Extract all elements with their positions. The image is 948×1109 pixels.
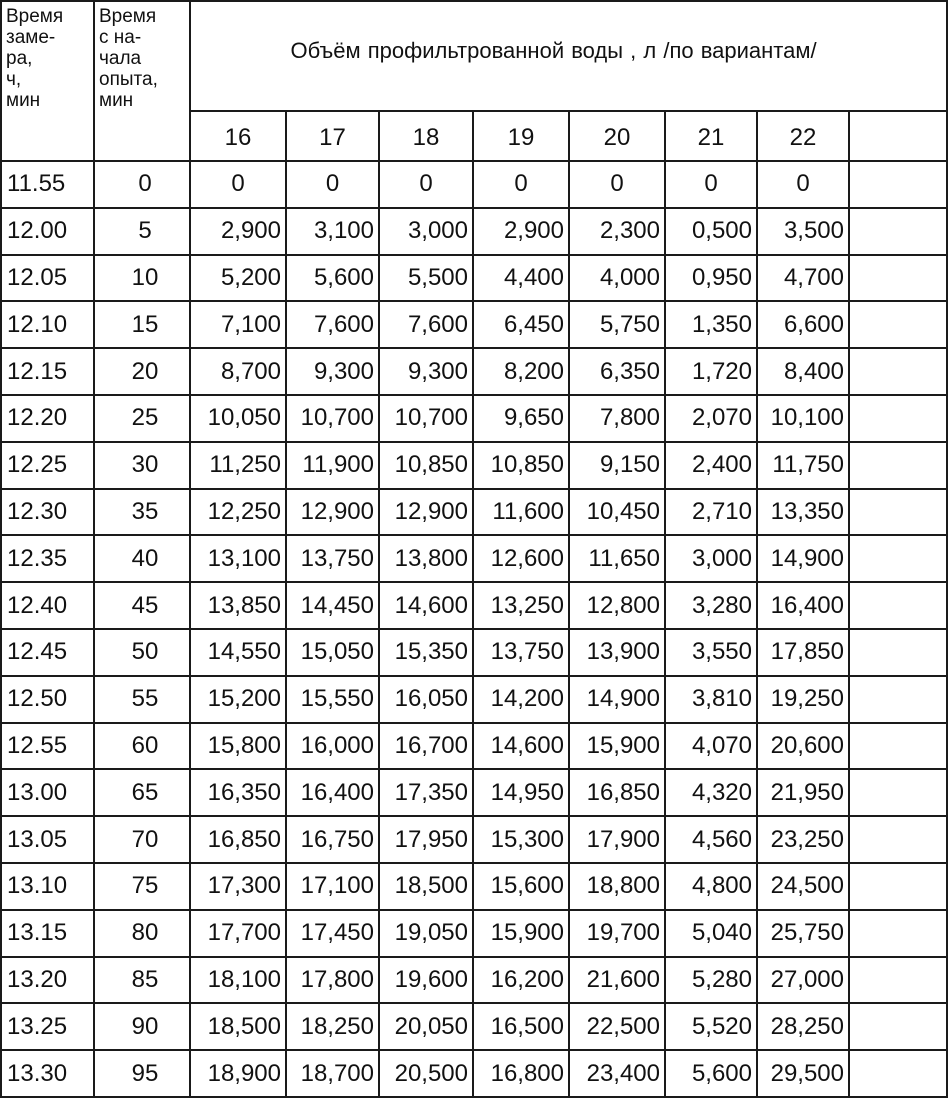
volume-cell: 23,250 <box>757 816 849 863</box>
elapsed-time-cell: 80 <box>94 910 190 957</box>
empty-cell <box>849 161 947 208</box>
volume-cell: 15,200 <box>190 676 286 723</box>
volume-cell: 16,850 <box>569 769 665 816</box>
table-row <box>1 255 947 302</box>
volume-cell: 5,750 <box>569 301 665 348</box>
measurement-time-cell: 11.55 <box>1 161 94 208</box>
empty-header-cell <box>849 111 947 161</box>
table-row <box>1 629 947 676</box>
variant-header: 16 <box>190 111 286 161</box>
elapsed-time-cell: 20 <box>94 348 190 395</box>
volume-cell: 2,900 <box>190 208 286 255</box>
volume-cell: 16,800 <box>473 1050 569 1097</box>
volume-cell: 15,800 <box>190 723 286 770</box>
elapsed-time-cell: 70 <box>94 816 190 863</box>
elapsed-time-cell: 60 <box>94 723 190 770</box>
table-row <box>1 535 947 582</box>
volume-cell: 14,200 <box>473 676 569 723</box>
volume-cell: 1,720 <box>665 348 757 395</box>
volume-cell: 0,950 <box>665 255 757 302</box>
volume-cell: 20,050 <box>379 1003 473 1050</box>
volume-cell: 17,950 <box>379 816 473 863</box>
volume-cell: 15,900 <box>473 910 569 957</box>
volume-cell: 14,900 <box>757 535 849 582</box>
volume-cell: 10,850 <box>379 442 473 489</box>
volume-cell: 4,400 <box>473 255 569 302</box>
measurement-time-cell: 13.25 <box>1 1003 94 1050</box>
volume-cell: 16,350 <box>190 769 286 816</box>
volume-cell: 17,300 <box>190 863 286 910</box>
measurement-time-cell: 13.05 <box>1 816 94 863</box>
volume-cell: 23,400 <box>569 1050 665 1097</box>
table-row <box>1 395 947 442</box>
volume-cell: 2,070 <box>665 395 757 442</box>
empty-cell <box>849 629 947 676</box>
measurement-time-cell: 12.30 <box>1 489 94 536</box>
volume-cell: 15,900 <box>569 723 665 770</box>
volume-cell: 5,040 <box>665 910 757 957</box>
volume-cell: 12,600 <box>473 535 569 582</box>
volume-cell: 0 <box>190 161 286 208</box>
volume-cell: 15,050 <box>286 629 379 676</box>
empty-cell <box>849 1050 947 1097</box>
table-row <box>1 1003 947 1050</box>
volume-cell: 29,500 <box>757 1050 849 1097</box>
variant-header: 17 <box>286 111 379 161</box>
volume-cell: 4,000 <box>569 255 665 302</box>
volume-cell: 4,700 <box>757 255 849 302</box>
table-row <box>1 161 947 208</box>
volume-cell: 8,700 <box>190 348 286 395</box>
volume-cell: 9,300 <box>286 348 379 395</box>
measurement-time-cell: 12.45 <box>1 629 94 676</box>
table-row <box>1 442 947 489</box>
volume-cell: 13,900 <box>569 629 665 676</box>
volume-cell: 4,560 <box>665 816 757 863</box>
volume-cell: 0 <box>473 161 569 208</box>
volume-cell: 3,280 <box>665 582 757 629</box>
volume-cell: 20,500 <box>379 1050 473 1097</box>
volume-cell: 21,950 <box>757 769 849 816</box>
volume-cell: 13,250 <box>473 582 569 629</box>
table-row <box>1 910 947 957</box>
volume-cell: 9,150 <box>569 442 665 489</box>
volume-cell: 0 <box>665 161 757 208</box>
elapsed-time-cell: 85 <box>94 957 190 1004</box>
volume-cell: 15,350 <box>379 629 473 676</box>
volume-cell: 4,800 <box>665 863 757 910</box>
elapsed-time-cell: 0 <box>94 161 190 208</box>
empty-cell <box>849 301 947 348</box>
volume-cell: 7,600 <box>286 301 379 348</box>
volume-cell: 6,600 <box>757 301 849 348</box>
table-row <box>1 816 947 863</box>
volume-cell: 7,800 <box>569 395 665 442</box>
volume-cell: 10,450 <box>569 489 665 536</box>
volume-cell: 14,900 <box>569 676 665 723</box>
volume-cell: 17,700 <box>190 910 286 957</box>
measurement-time-cell: 12.15 <box>1 348 94 395</box>
variant-header: 22 <box>757 111 849 161</box>
volume-cell: 21,600 <box>569 957 665 1004</box>
volume-cell: 2,300 <box>569 208 665 255</box>
volume-cell: 18,700 <box>286 1050 379 1097</box>
volume-cell: 2,710 <box>665 489 757 536</box>
volume-cell: 4,070 <box>665 723 757 770</box>
empty-cell <box>849 676 947 723</box>
elapsed-time-cell: 10 <box>94 255 190 302</box>
volume-cell: 20,600 <box>757 723 849 770</box>
volume-cell: 18,500 <box>190 1003 286 1050</box>
volume-cell: 0 <box>286 161 379 208</box>
volume-cell: 0 <box>569 161 665 208</box>
empty-cell <box>849 769 947 816</box>
measurement-time-cell: 12.40 <box>1 582 94 629</box>
volume-cell: 18,800 <box>569 863 665 910</box>
measurement-time-cell: 12.25 <box>1 442 94 489</box>
elapsed-time-cell: 30 <box>94 442 190 489</box>
volume-cell: 13,850 <box>190 582 286 629</box>
table-row <box>1 957 947 1004</box>
volume-cell: 18,900 <box>190 1050 286 1097</box>
measurement-time-cell: 12.00 <box>1 208 94 255</box>
elapsed-time-cell: 65 <box>94 769 190 816</box>
volume-cell: 14,450 <box>286 582 379 629</box>
elapsed-time-cell: 5 <box>94 208 190 255</box>
elapsed-time-cell: 75 <box>94 863 190 910</box>
volume-cell: 13,750 <box>473 629 569 676</box>
table-row <box>1 489 947 536</box>
elapsed-time-cell: 50 <box>94 629 190 676</box>
volume-cell: 17,100 <box>286 863 379 910</box>
volume-cell: 16,500 <box>473 1003 569 1050</box>
variant-header: 18 <box>379 111 473 161</box>
header-elapsed-time: Время с на- чала опыта, мин <box>94 1 190 161</box>
table-body <box>1 161 947 1097</box>
variant-header: 20 <box>569 111 665 161</box>
empty-cell <box>849 395 947 442</box>
volume-cell: 2,400 <box>665 442 757 489</box>
empty-cell <box>849 723 947 770</box>
volume-cell: 14,550 <box>190 629 286 676</box>
empty-cell <box>849 208 947 255</box>
volume-cell: 4,320 <box>665 769 757 816</box>
volume-cell: 27,000 <box>757 957 849 1004</box>
volume-cell: 14,600 <box>473 723 569 770</box>
volume-cell: 9,300 <box>379 348 473 395</box>
variant-header: 21 <box>665 111 757 161</box>
volume-cell: 16,750 <box>286 816 379 863</box>
empty-cell <box>849 582 947 629</box>
volume-cell: 0 <box>757 161 849 208</box>
empty-cell <box>849 348 947 395</box>
elapsed-time-cell: 95 <box>94 1050 190 1097</box>
table-row <box>1 582 947 629</box>
measurement-time-cell: 13.10 <box>1 863 94 910</box>
volume-cell: 16,200 <box>473 957 569 1004</box>
volume-cell: 3,100 <box>286 208 379 255</box>
volume-cell: 16,000 <box>286 723 379 770</box>
volume-cell: 11,650 <box>569 535 665 582</box>
empty-cell <box>849 442 947 489</box>
volume-cell: 24,500 <box>757 863 849 910</box>
volume-cell: 7,100 <box>190 301 286 348</box>
volume-cell: 3,810 <box>665 676 757 723</box>
table-row <box>1 676 947 723</box>
empty-cell <box>849 816 947 863</box>
table-row <box>1 301 947 348</box>
volume-cell: 10,700 <box>286 395 379 442</box>
volume-cell: 17,800 <box>286 957 379 1004</box>
volume-cell: 6,450 <box>473 301 569 348</box>
volume-cell: 14,600 <box>379 582 473 629</box>
measurement-time-cell: 13.15 <box>1 910 94 957</box>
header-row <box>1 1 947 111</box>
volume-cell: 12,900 <box>286 489 379 536</box>
volume-cell: 0,500 <box>665 208 757 255</box>
volume-cell: 1,350 <box>665 301 757 348</box>
volume-cell: 3,000 <box>665 535 757 582</box>
measurement-time-cell: 12.55 <box>1 723 94 770</box>
volume-cell: 17,900 <box>569 816 665 863</box>
empty-cell <box>849 1003 947 1050</box>
volume-cell: 19,050 <box>379 910 473 957</box>
volume-cell: 14,950 <box>473 769 569 816</box>
volume-cell: 8,200 <box>473 348 569 395</box>
volume-cell: 19,700 <box>569 910 665 957</box>
volume-cell: 10,700 <box>379 395 473 442</box>
volume-cell: 10,100 <box>757 395 849 442</box>
empty-cell <box>849 863 947 910</box>
volume-cell: 0 <box>379 161 473 208</box>
volume-cell: 9,650 <box>473 395 569 442</box>
volume-cell: 12,250 <box>190 489 286 536</box>
volume-cell: 10,850 <box>473 442 569 489</box>
measurement-time-cell: 12.20 <box>1 395 94 442</box>
volume-cell: 12,800 <box>569 582 665 629</box>
volume-cell: 5,520 <box>665 1003 757 1050</box>
volume-cell: 16,850 <box>190 816 286 863</box>
volume-cell: 28,250 <box>757 1003 849 1050</box>
volume-cell: 13,750 <box>286 535 379 582</box>
volume-cell: 2,900 <box>473 208 569 255</box>
volume-cell: 16,050 <box>379 676 473 723</box>
volume-cell: 5,600 <box>286 255 379 302</box>
volume-cell: 8,400 <box>757 348 849 395</box>
volume-cell: 16,400 <box>757 582 849 629</box>
volume-cell: 3,550 <box>665 629 757 676</box>
volume-cell: 15,300 <box>473 816 569 863</box>
volume-cell: 7,600 <box>379 301 473 348</box>
volume-cell: 25,750 <box>757 910 849 957</box>
volume-cell: 3,000 <box>379 208 473 255</box>
measurement-time-cell: 13.20 <box>1 957 94 1004</box>
measurement-time-cell: 12.10 <box>1 301 94 348</box>
empty-cell <box>849 535 947 582</box>
elapsed-time-cell: 90 <box>94 1003 190 1050</box>
empty-cell <box>849 910 947 957</box>
volume-cell: 18,500 <box>379 863 473 910</box>
volume-cell: 13,100 <box>190 535 286 582</box>
volume-cell: 17,450 <box>286 910 379 957</box>
table-row <box>1 1050 947 1097</box>
measurement-time-cell: 13.00 <box>1 769 94 816</box>
volume-cell: 11,250 <box>190 442 286 489</box>
volume-cell: 19,600 <box>379 957 473 1004</box>
measurement-time-cell: 13.30 <box>1 1050 94 1097</box>
volume-cell: 11,750 <box>757 442 849 489</box>
volume-cell: 16,700 <box>379 723 473 770</box>
empty-cell <box>849 489 947 536</box>
volume-cell: 15,550 <box>286 676 379 723</box>
table-row <box>1 863 947 910</box>
volume-cell: 11,600 <box>473 489 569 536</box>
volume-cell: 19,250 <box>757 676 849 723</box>
volume-cell: 13,350 <box>757 489 849 536</box>
variant-header: 19 <box>473 111 569 161</box>
measurement-time-cell: 12.05 <box>1 255 94 302</box>
header-measurement-time: Время заме- ра, ч, мин <box>1 1 94 161</box>
table-row <box>1 348 947 395</box>
volume-cell: 13,800 <box>379 535 473 582</box>
empty-cell <box>849 255 947 302</box>
elapsed-time-cell: 40 <box>94 535 190 582</box>
measurement-time-cell: 12.50 <box>1 676 94 723</box>
table-row <box>1 208 947 255</box>
volume-cell: 17,350 <box>379 769 473 816</box>
volume-cell: 18,250 <box>286 1003 379 1050</box>
elapsed-time-cell: 35 <box>94 489 190 536</box>
volume-cell: 5,600 <box>665 1050 757 1097</box>
volume-cell: 5,280 <box>665 957 757 1004</box>
elapsed-time-cell: 55 <box>94 676 190 723</box>
volume-cell: 15,600 <box>473 863 569 910</box>
empty-cell <box>849 957 947 1004</box>
elapsed-time-cell: 45 <box>94 582 190 629</box>
volume-cell: 12,900 <box>379 489 473 536</box>
volume-cell: 5,200 <box>190 255 286 302</box>
volume-cell: 17,850 <box>757 629 849 676</box>
table-row <box>1 723 947 770</box>
volume-cell: 5,500 <box>379 255 473 302</box>
measurement-time-cell: 12.35 <box>1 535 94 582</box>
volume-cell: 18,100 <box>190 957 286 1004</box>
volume-cell: 16,400 <box>286 769 379 816</box>
volume-cell: 3,500 <box>757 208 849 255</box>
volume-cell: 11,900 <box>286 442 379 489</box>
elapsed-time-cell: 15 <box>94 301 190 348</box>
header-volume-group: Объём профильтрованной воды , л /по вариантам/ <box>190 1 947 111</box>
volume-cell: 10,050 <box>190 395 286 442</box>
table-row <box>1 769 947 816</box>
volume-cell: 6,350 <box>569 348 665 395</box>
elapsed-time-cell: 25 <box>94 395 190 442</box>
volume-cell: 22,500 <box>569 1003 665 1050</box>
